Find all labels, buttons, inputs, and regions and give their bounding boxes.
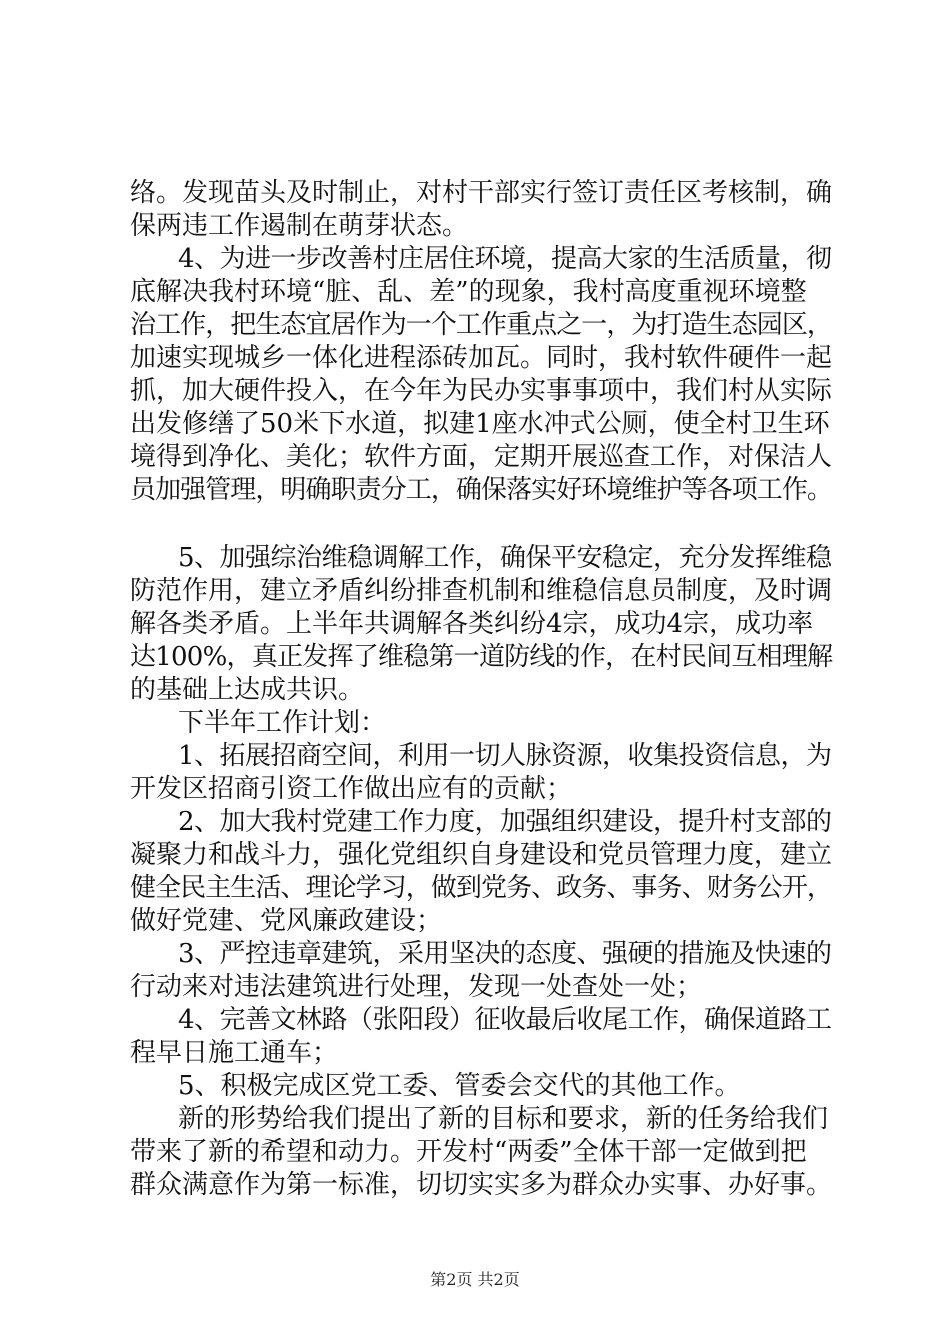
text-line: 络。发现苗头及时制止，对村干部实行签订责任区考核制，确 (130, 178, 833, 208)
text-line: 5、积极完成区党工委、管委会交代的其他工作。 (178, 1071, 741, 1101)
text-line: 抓，加大硬件投入，在今年为民办实事事项中，我们村从实际 (130, 376, 833, 406)
text-line: 出发修缮了50米下水道，拟建1座水冲式公厕，使全村卫生环 (130, 409, 830, 439)
text-line: 解各类矛盾。上半年共调解各类纠纷4宗，成功4宗，成功率 (130, 609, 814, 639)
text-line: 2、加大我村党建工作力度，加强组织建设，提升村支部的 (178, 807, 832, 837)
text-line: 加速实现城乡一体化进程添砖加瓦。同时，我村软件硬件一起 (130, 343, 833, 373)
text-line: 1、拓展招商空间，利用一切人脉资源，收集投资信息，为 (178, 741, 832, 771)
text-line: 境得到净化、美化；软件方面，定期开展巡查工作，对保洁人 (130, 442, 833, 472)
text-line: 5、加强综治维稳调解工作，确保平安稳定，充分发挥维稳 (178, 543, 832, 573)
text-line: 程早日施工通车； (130, 1038, 339, 1068)
page-number-footer: 第2页 共2页 (430, 1270, 520, 1289)
text-line: 带来了新的希望和动力。开发村“两委”全体干部一定做到把 (130, 1137, 807, 1167)
text-line: 底解决我村环境“脏、乱、差”的现象，我村高度重视环境整 (130, 277, 807, 307)
text-line: 防范作用，建立矛盾纠纷排查机制和维稳信息员制度，及时调 (130, 576, 833, 606)
text-line: 达100%，真正发挥了维稳第一道防线的作，在村民间互相理解 (130, 642, 833, 672)
text-line: 3、严控违章建筑，采用坚决的态度、强硬的措施及快速的 (178, 939, 832, 969)
text-line: 新的形势给我们提出了新的目标和要求，新的任务给我们 (178, 1104, 829, 1134)
text-line: 的基础上达成共识。 (130, 675, 365, 705)
text-line: 做好党建、党风廉政建设； (130, 906, 443, 936)
text-line: 员加强管理，明确职责分工，确保落实好环境维护等各项工作。 (130, 475, 833, 505)
text-line: 治工作，把生态宜居作为一个工作重点之一，为打造生态园区， (130, 310, 833, 340)
text-line: 4、为进一步改善村庄居住环境，提高大家的生活质量，彻 (178, 244, 832, 274)
text-line: 凝聚力和战斗力，强化党组织自身建设和党员管理力度，建立 (130, 840, 833, 870)
text-line: 健全民主生活、理论学习，做到党务、政务、事务、财务公开， (130, 873, 833, 903)
section-heading: 下半年工作计划： (178, 708, 387, 738)
text-line: 开发区招商引资工作做出应有的贡献； (130, 774, 573, 804)
text-line: 保两违工作遏制在萌芽状态。 (130, 211, 469, 241)
text-line: 群众满意作为第一标准，切切实实多为群众办实事、办好事。 (130, 1170, 833, 1200)
text-line: 4、完善文林路（张阳段）征收最后收尾工作，确保道路工 (178, 1005, 832, 1035)
text-line: 行动来对违法建筑进行处理，发现一处查处一处； (130, 972, 703, 1002)
